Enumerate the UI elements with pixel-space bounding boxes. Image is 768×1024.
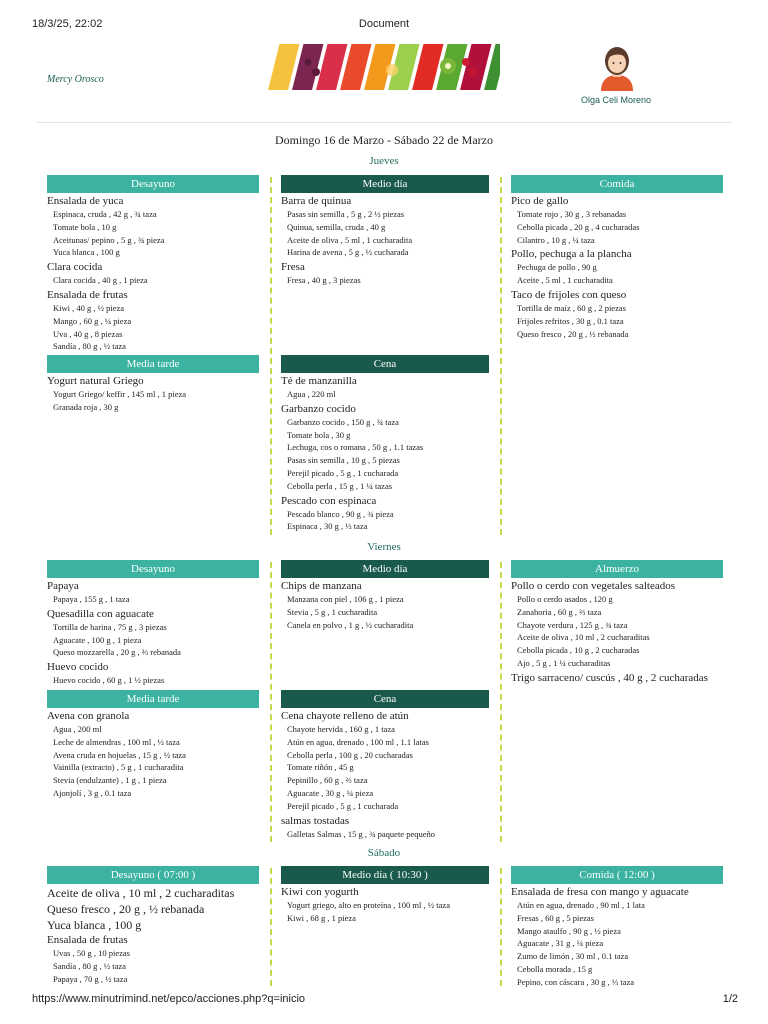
ingredient-item: Yogurt griego, alto en proteína , 100 ml , ½ taza	[287, 900, 450, 910]
meal-block-comida	[511, 175, 723, 340]
ingredient-item: Pollo o cerdo asados , 120 g	[517, 594, 613, 604]
meal-header: Medio día	[281, 560, 489, 578]
meal-header: Almuerzo	[511, 560, 723, 578]
ingredient-item: Perejil picado , 5 g , 1 cucharada	[287, 800, 399, 811]
food-name: Fresa	[281, 261, 305, 274]
ingredient-item: Pescado blanco , 90 g , ¾ pieza	[287, 508, 394, 519]
meal-header: Desayuno	[47, 560, 259, 578]
print-doc-title: Document	[358, 18, 410, 30]
food-name: Yogurt natural Griego	[47, 375, 144, 387]
ingredient-item: Uvas , 50 g , 10 piezas	[53, 948, 130, 958]
ingredient-item: Kiwi , 68 g , 1 pieza	[287, 912, 356, 923]
meal-header: Cena	[281, 355, 489, 373]
food-name: Yuca blanca , 100 g	[47, 918, 142, 932]
ingredient-item: Aceite de oliva , 5 ml , 1 cucharadita	[287, 234, 413, 245]
ingredient-item: Tortilla de maíz , 60 g , 2 piezas	[517, 302, 626, 313]
food-name: Ensalada de yuca	[47, 195, 124, 207]
ingredient-item: Quinua, semilla, cruda , 40 g	[287, 221, 386, 232]
meal-block-desayuno	[47, 175, 259, 353]
meal-block-almuerzo	[511, 560, 723, 685]
ingredient-item: Sandía , 80 g , ½ taza	[53, 341, 126, 352]
ingredient-item: Tomate riñón , 45 g	[287, 762, 354, 773]
ingredient-item: Cebolla perla , 15 g , 1 ¼ tazas	[287, 480, 393, 491]
ingredient-item: Yogurt Griego/ keffir , 145 ml , 1 pieza	[53, 389, 187, 399]
ingredient-item: Cilantro , 10 g , ¼ taza	[517, 234, 595, 245]
ingredient-item: Tortilla de harina , 75 g , 3 piezas	[53, 621, 167, 632]
ingredient-item: Aceite de oliva , 10 ml , 2 cucharaditas	[517, 632, 650, 643]
food-name: Taco de frijoles con queso	[511, 288, 627, 301]
meal-block-medio-dia	[281, 866, 489, 925]
ingredient-item: Espinaca , 30 g , ½ taza	[287, 521, 368, 532]
meal-block-cena	[281, 690, 489, 840]
column-divider	[270, 868, 272, 986]
fruit-banner-image	[268, 42, 500, 92]
ingredient-item: Uva , 40 g , 8 piezas	[53, 328, 123, 339]
ingredient-item: Aceitunas/ pepino , 5 g , ¾ pieza	[53, 234, 165, 245]
day-title-viernes: Viernes	[367, 541, 401, 553]
ingredient-item: Mango , 60 g , ¼ pieza	[53, 315, 132, 326]
ingredient-item: Papaya , 70 g , ½ taza	[53, 973, 128, 984]
ingredient-item: Fresas , 60 g , 5 piezas	[517, 912, 594, 923]
column-divider	[500, 868, 502, 986]
meal-header: Desayuno	[47, 175, 259, 193]
food-name: Barra de quinua	[281, 195, 352, 207]
food-name: Aceite de oliva , 10 ml , 2 cucharaditas	[47, 886, 235, 900]
meal-header: Cena	[281, 690, 489, 708]
food-name: Ensalada de fresa con mango y aguacate	[511, 886, 689, 898]
ingredient-item: Cebolla morada , 15 g	[517, 963, 593, 974]
food-name: Chips de manzana	[281, 580, 362, 592]
meal-header: Media tarde	[47, 690, 259, 708]
meal-block-cena	[281, 355, 489, 533]
meal-header: Comida	[511, 175, 723, 193]
ingredient-item: Granada roja , 30 g	[53, 401, 119, 412]
print-datetime: 18/3/25, 22:02	[32, 18, 103, 30]
date-range-title: Domingo 16 de Marzo - Sábado 22 de Marzo	[275, 133, 493, 147]
print-page-number: 1/2	[722, 993, 738, 1005]
meal-block-desayuno	[47, 560, 259, 687]
nutritionist-avatar	[597, 43, 637, 91]
ingredient-item: Harina de avena , 5 g , ½ cucharada	[287, 247, 409, 258]
ingredient-item: Atún en agua, drenado , 100 ml , 1.1 latas	[287, 736, 429, 747]
ingredient-item: Espinaca, cruda , 42 g , ¾ taza	[53, 209, 157, 219]
meal-block-medio-dia	[281, 175, 489, 287]
food-name: Ensalada de frutas	[47, 934, 128, 946]
ingredient-item: Cebolla perla , 100 g , 20 cucharadas	[287, 749, 413, 760]
ingredient-item: Mango ataulfo , 90 g , ½ pieza	[517, 925, 621, 936]
meal-block-comida	[511, 866, 723, 989]
nutritionist-name: Olga Celi Moreno	[580, 95, 652, 105]
ingredient-item: Ajo , 5 g , 1 ¼ cucharaditas	[517, 657, 611, 668]
ingredient-item: Agua , 220 ml	[287, 389, 336, 399]
header-divider	[37, 122, 732, 123]
ingredient-item: Cebolla picada , 10 g , 2 cucharadas	[517, 645, 640, 656]
column-divider	[500, 562, 502, 842]
food-name: Ensalada de frutas	[47, 288, 128, 301]
ingredient-item: Pasas sin semilla , 10 g , 5 piezas	[287, 455, 400, 466]
ingredient-item: Garbanzo cocido , 150 g , ¾ taza	[287, 416, 399, 427]
column-divider	[500, 177, 502, 535]
ingredient-item: Kiwi , 40 g , ½ pieza	[53, 302, 125, 313]
ingredient-item: Pechuga de pollo , 90 g	[517, 262, 597, 273]
meal-block-media-tarde	[47, 690, 259, 800]
print-footer-url[interactable]: https://www.minutrimind.net/epco/acciones.php?q=inicio	[32, 993, 306, 1005]
ingredient-item: Tomate bola , 10 g	[53, 221, 117, 232]
ingredient-item: Perejil picado , 5 g , 1 cucharada	[287, 467, 399, 478]
column-divider	[270, 177, 272, 535]
ingredient-item: Queso mozzarella , 20 g , ⅔ rebanada	[53, 647, 181, 658]
food-name: Papaya	[47, 580, 79, 592]
food-name: Huevo cocido	[47, 661, 109, 674]
food-name: Pollo, pechuga a la plancha	[511, 248, 632, 261]
food-name: Garbanzo cocido	[281, 402, 356, 415]
ingredient-item: Tomate bola , 30 g	[287, 429, 351, 440]
ingredient-item: Cebolla picada , 20 g , 4 cucharadas	[517, 221, 640, 232]
food-name: Avena con granola	[47, 710, 130, 722]
meal-block-media-tarde	[47, 355, 259, 414]
meal-header: Medio día ( 10:30 )	[281, 866, 489, 884]
ingredient-item: Agua , 200 ml	[53, 724, 102, 734]
food-name: Pescado con espinaca	[281, 494, 377, 507]
ingredient-item: Aceite , 5 ml , 1 cucharadita	[517, 275, 613, 286]
meal-block-desayuno	[47, 866, 259, 985]
ingredient-item: Avena cruda en hojuelas , 15 g , ½ taza	[53, 749, 186, 760]
food-name: Té de manzanilla	[281, 375, 357, 387]
meal-header: Medio día	[281, 175, 489, 193]
ingredient-item: Canela en polvo , 1 g , ½ cucharadita	[287, 619, 414, 630]
ingredient-item: Stevia (endulzante) , 1 g , 1 pieza	[53, 775, 167, 786]
ingredient-item: Pepinillo , 60 g , ⅔ taza	[287, 775, 368, 786]
food-name: Quesadilla con aguacate	[47, 607, 154, 620]
food-name: Pollo o cerdo con vegetales salteados	[511, 580, 676, 592]
ingredient-item: Tomate rojo , 30 g , 3 rebanadas	[517, 209, 627, 219]
meal-header: Media tarde	[47, 355, 259, 373]
meal-header: Desayuno ( 07:00 )	[47, 866, 259, 884]
ingredient-item: Sandía , 80 g , ½ taza	[53, 960, 126, 971]
column-divider	[270, 562, 272, 842]
food-name: Cena chayote relleno de atún	[281, 710, 409, 722]
ingredient-item: Zanahoria , 60 g , ⅔ taza	[517, 606, 602, 617]
ingredient-item: Aguacate , 31 g , ¼ pieza	[517, 938, 604, 949]
day-title-sabado: Sábado	[367, 847, 401, 859]
ingredient-item: Queso fresco , 20 g , ½ rebanada	[517, 328, 629, 339]
ingredient-item: Pepino, con cáscara , 30 g , ⅓ taza	[517, 976, 635, 987]
ingredient-item: Aguacate , 30 g , ¼ pieza	[287, 787, 374, 798]
ingredient-item: Frijoles refritos , 30 g , 0.1 taza	[517, 315, 624, 326]
meal-header: Comida ( 12:00 )	[511, 866, 723, 884]
ingredient-item: Manzana con piel , 106 g , 1 pieza	[287, 594, 404, 604]
food-name: salmas tostadas	[281, 814, 350, 827]
food-name: Kiwi con yogurth	[281, 886, 359, 898]
ingredient-item: Pasas sin semilla , 5 g , 2 ½ piezas	[287, 209, 405, 219]
ingredient-item: Ajonjolí , 3 g , 0.1 taza	[53, 787, 132, 798]
ingredient-item: Clara cocida , 40 g , 1 pieza	[53, 275, 148, 286]
food-name: Pico de gallo	[511, 195, 569, 207]
food-name: Queso fresco , 20 g , ½ rebanada	[47, 902, 205, 916]
day-title-jueves: Jueves	[369, 155, 399, 167]
ingredient-item: Papaya , 155 g , 1 taza	[53, 594, 130, 604]
ingredient-item: Chayote hervida , 160 g , 1 taza	[287, 724, 395, 734]
ingredient-item: Yuca blanca , 100 g	[53, 247, 120, 258]
ingredient-item: Lechuga, cos o romana , 50 g , 1.1 tazas	[287, 442, 424, 453]
ingredient-item: Leche de almendras , 100 ml , ½ taza	[53, 736, 180, 747]
ingredient-item: Vainilla (extracto) , 5 g , 1 cucharadita	[53, 762, 184, 773]
food-name: Clara cocida	[47, 261, 103, 274]
ingredient-item: Fresa , 40 g , 3 piezas	[287, 275, 361, 286]
ingredient-item: Huevo cocido , 60 g , 1 ½ piezas	[53, 675, 165, 686]
food-name: Trigo sarraceno/ cuscús , 40 g , 2 cucharadas	[511, 671, 708, 684]
ingredient-item: Chayote verdura , 125 g , ¾ taza	[517, 619, 628, 630]
ingredient-item: Galletas Salmas , 15 g , ¾ paquete pequeño	[287, 828, 436, 839]
ingredient-item: Atún en agua, drenado , 90 ml , 1 lata	[517, 900, 645, 910]
ingredient-item: Stevia , 5 g , 1 cucharadita	[287, 606, 378, 617]
ingredient-item: Aguacate , 100 g , 1 pieza	[53, 634, 142, 645]
author-name: Mercy Orosco	[47, 74, 104, 85]
meal-block-medio-dia	[281, 560, 489, 631]
ingredient-item: Zumo de limón , 30 ml , 0.1 taza	[517, 951, 629, 962]
